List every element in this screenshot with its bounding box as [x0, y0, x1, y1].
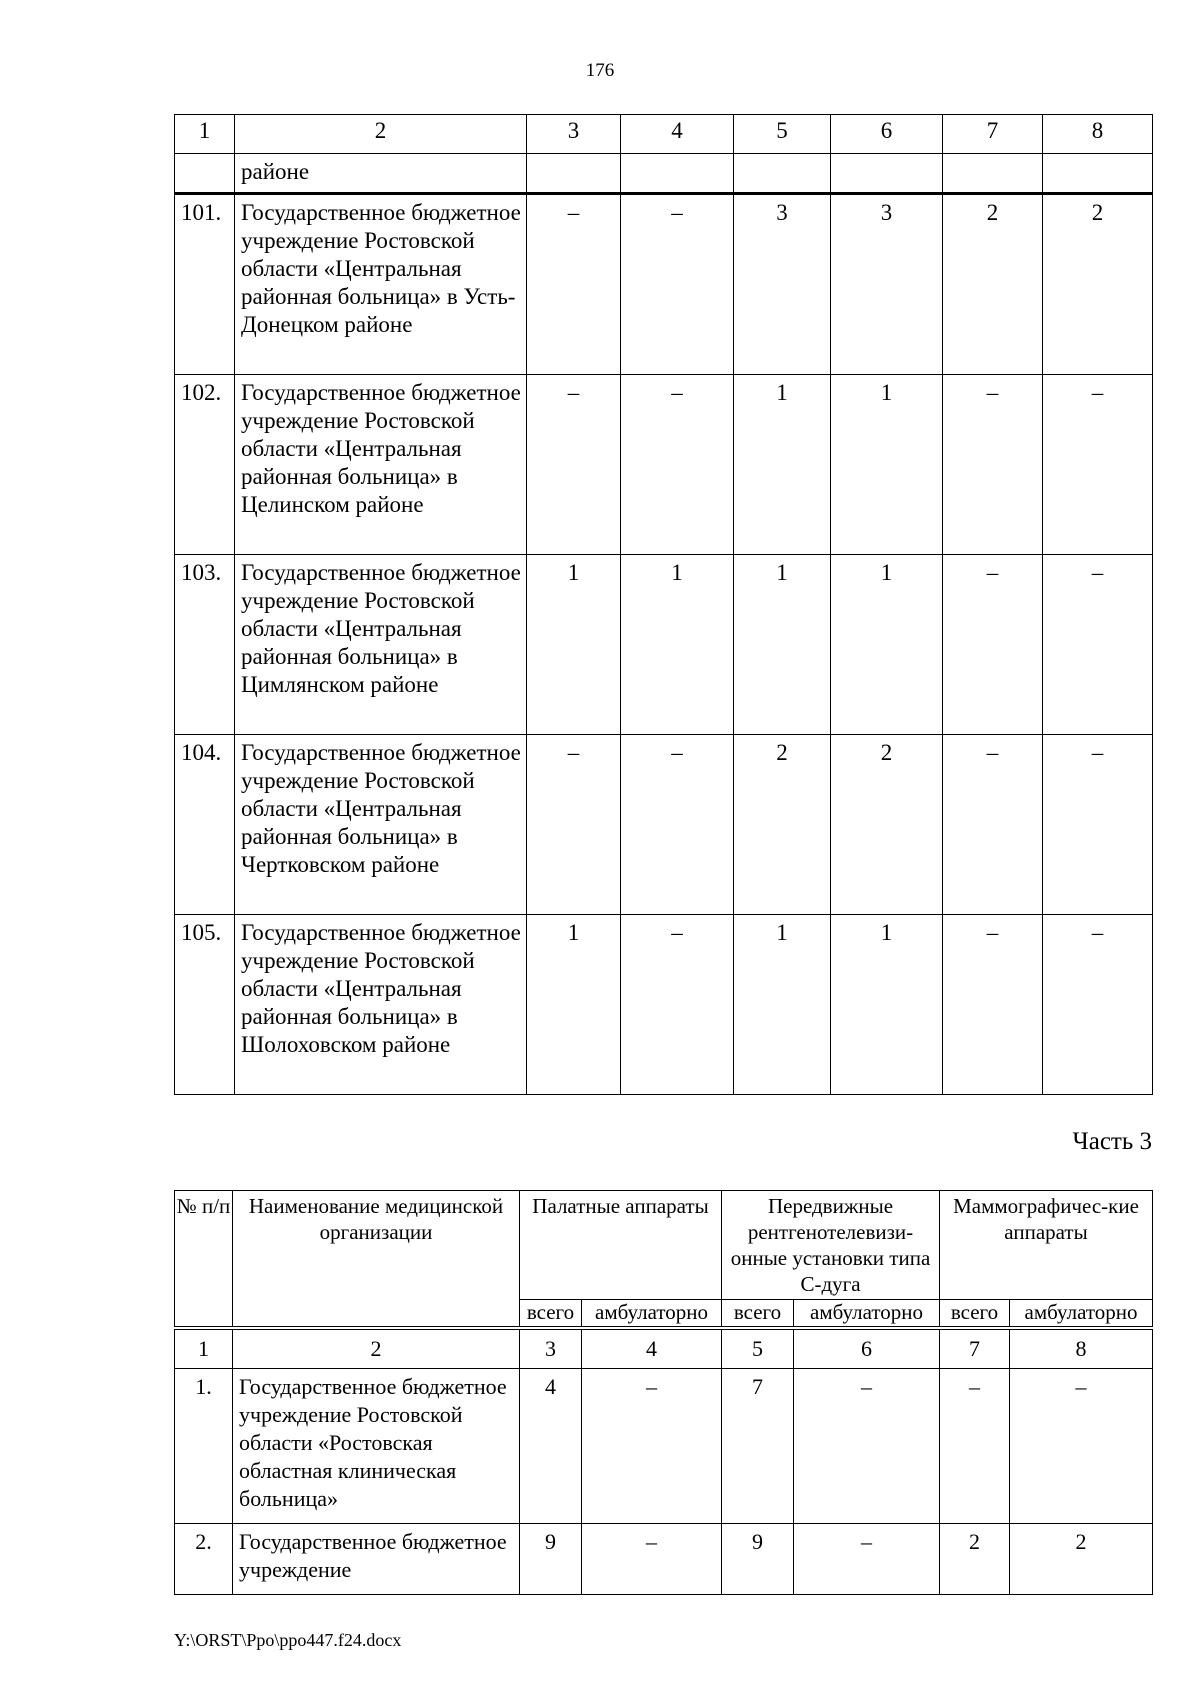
- value-cell: 2: [943, 194, 1043, 375]
- header-cell: 3: [520, 1328, 582, 1369]
- header-total: всего: [520, 1300, 582, 1329]
- value-cell: –: [943, 735, 1043, 915]
- header-total: всего: [722, 1300, 794, 1329]
- value-cell: 2: [1010, 1524, 1153, 1595]
- table-row: [175, 555, 1153, 735]
- row-number: 101.: [175, 194, 235, 375]
- empty-cell: [831, 154, 943, 194]
- table-row: [175, 1524, 1153, 1595]
- organization-name: Государственное бюджетное учреждение: [233, 1524, 520, 1595]
- empty-cell: [527, 154, 621, 194]
- column-number-row: [175, 1328, 1153, 1369]
- header-cell: 1: [175, 1328, 233, 1369]
- value-cell: 1: [527, 555, 621, 735]
- value-cell: 3: [734, 194, 831, 375]
- header-outpatient: амбулаторно: [1010, 1300, 1153, 1329]
- value-cell: 1: [734, 555, 831, 735]
- header-cell: 2: [235, 115, 527, 154]
- header-organization: Наименование медицинской организации: [233, 1191, 520, 1329]
- value-cell: –: [943, 555, 1043, 735]
- value-cell: 9: [520, 1524, 582, 1595]
- header-number: № п/п: [175, 1191, 233, 1329]
- value-cell: –: [621, 194, 734, 375]
- row-number: 1.: [175, 1369, 233, 1524]
- value-cell: 3: [831, 194, 943, 375]
- value-cell: –: [943, 915, 1043, 1095]
- empty-cell: [943, 154, 1043, 194]
- header-cell: 5: [734, 115, 831, 154]
- footer-file-path: Y:\ORST\Ppo\ppo447.f24.docx: [174, 1630, 402, 1650]
- table-row: [175, 1369, 1153, 1524]
- value-cell: –: [794, 1369, 940, 1524]
- header-cell: 6: [794, 1328, 940, 1369]
- value-cell: 2: [734, 735, 831, 915]
- value-cell: –: [527, 194, 621, 375]
- header-cell: 7: [940, 1328, 1010, 1369]
- value-cell: 2: [831, 735, 943, 915]
- value-cell: –: [621, 735, 734, 915]
- organization-name: Государственное бюджетное учреждение Ростовской области «Центральная районная больница» в Шолоховском районе: [235, 915, 527, 1095]
- value-cell: 1: [831, 555, 943, 735]
- header-cell: 5: [722, 1328, 794, 1369]
- header-cell: 3: [527, 115, 621, 154]
- organization-name: Государственное бюджетное учреждение Ростовской области «Центральная районная больница» в Чертковском районе: [235, 735, 527, 915]
- equipment-table: [174, 1190, 1153, 1595]
- value-cell: –: [940, 1369, 1010, 1524]
- value-cell: 4: [520, 1369, 582, 1524]
- value-cell: 1: [621, 555, 734, 735]
- header-cell: 8: [1010, 1328, 1153, 1369]
- organization-name: Государственное бюджетное учреждение Ростовской области «Ростовская областная клиническая больница»: [233, 1369, 520, 1524]
- value-cell: 9: [722, 1524, 794, 1595]
- continuation-row: [175, 154, 1153, 194]
- empty-cell: [621, 154, 734, 194]
- value-cell: –: [621, 915, 734, 1095]
- value-cell: –: [582, 1524, 722, 1595]
- row-number: 105.: [175, 915, 235, 1095]
- header-ward-devices: Палатные аппараты: [520, 1191, 722, 1300]
- value-cell: –: [1010, 1369, 1153, 1524]
- value-cell: 1: [831, 915, 943, 1095]
- row-number: 103.: [175, 555, 235, 735]
- header-row-groups: [175, 1191, 1153, 1300]
- value-cell: 1: [734, 375, 831, 555]
- value-cell: –: [1043, 555, 1153, 735]
- organization-name: Государственное бюджетное учреждение Ростовской области «Центральная районная больница» в Целинском районе: [235, 375, 527, 555]
- column-number-row: [175, 115, 1153, 154]
- header-cell: 6: [831, 115, 943, 154]
- table-row: [175, 194, 1153, 375]
- header-cell: 7: [943, 115, 1043, 154]
- value-cell: –: [1043, 915, 1153, 1095]
- value-cell: 2: [940, 1524, 1010, 1595]
- value-cell: –: [794, 1524, 940, 1595]
- row-number: 104.: [175, 735, 235, 915]
- header-cell: 4: [621, 115, 734, 154]
- table-row: [175, 915, 1153, 1095]
- table-row: [175, 735, 1153, 915]
- value-cell: –: [1043, 375, 1153, 555]
- value-cell: 2: [1043, 194, 1153, 375]
- empty-cell: [1043, 154, 1153, 194]
- header-mammography: Маммографичес-кие аппараты: [940, 1191, 1153, 1300]
- row-number: 2.: [175, 1524, 233, 1595]
- value-cell: 7: [722, 1369, 794, 1524]
- header-c-arm-units: Передвижные рентгенотелевизи-онные установки типа С-дуга: [722, 1191, 940, 1300]
- header-cell: 8: [1043, 115, 1153, 154]
- header-total: всего: [940, 1300, 1010, 1329]
- header-cell: 1: [175, 115, 235, 154]
- header-cell: 4: [582, 1328, 722, 1369]
- header-outpatient: амбулаторно: [582, 1300, 722, 1329]
- facilities-table-continued: [174, 114, 1153, 1095]
- empty-cell: [175, 154, 235, 194]
- value-cell: –: [1043, 735, 1153, 915]
- continuation-text: районе: [235, 154, 527, 194]
- header-cell: 2: [233, 1328, 520, 1369]
- part-title: Часть 3: [1072, 1128, 1152, 1155]
- value-cell: –: [527, 375, 621, 555]
- value-cell: 1: [527, 915, 621, 1095]
- value-cell: –: [527, 735, 621, 915]
- value-cell: –: [621, 375, 734, 555]
- page-number: 176: [585, 60, 615, 81]
- row-number: 102.: [175, 375, 235, 555]
- empty-cell: [734, 154, 831, 194]
- organization-name: Государственное бюджетное учреждение Ростовской области «Центральная районная больница» в Цимлянском районе: [235, 555, 527, 735]
- value-cell: 1: [831, 375, 943, 555]
- value-cell: 1: [734, 915, 831, 1095]
- value-cell: –: [943, 375, 1043, 555]
- table-row: [175, 375, 1153, 555]
- organization-name: Государственное бюджетное учреждение Ростовской области «Центральная районная больница» в Усть-Донецком районе: [235, 194, 527, 375]
- header-outpatient: амбулаторно: [794, 1300, 940, 1329]
- value-cell: –: [582, 1369, 722, 1524]
